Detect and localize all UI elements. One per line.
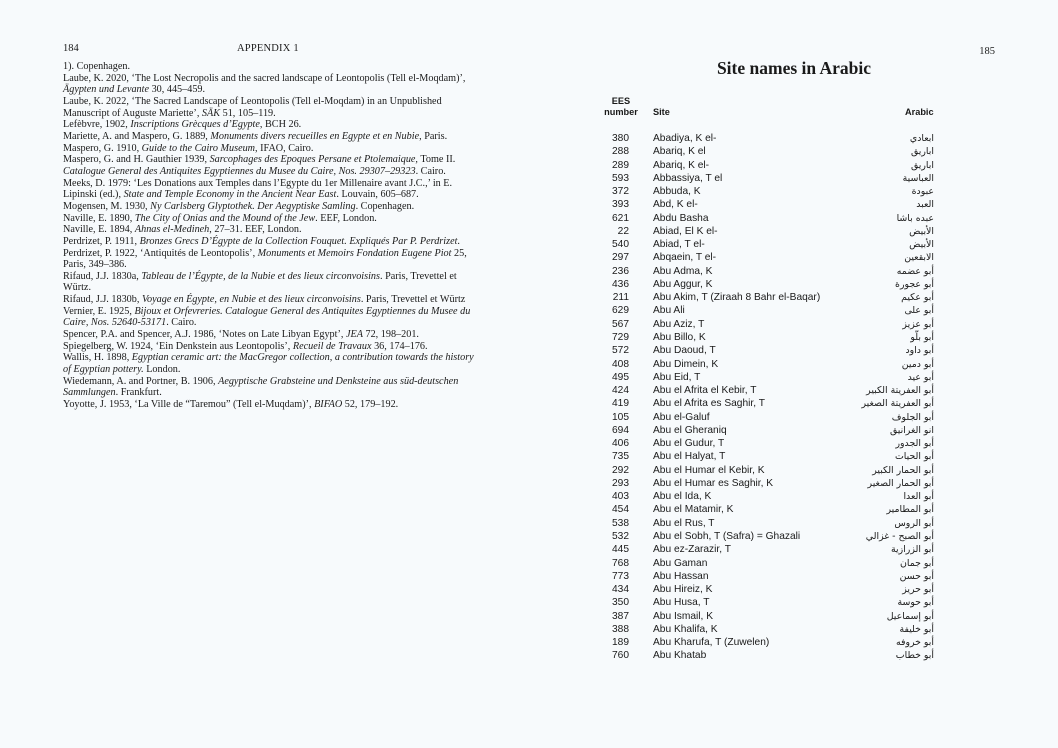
site-name-cell: Abu Daoud, T [653, 345, 716, 357]
site-names-table [529, 132, 1058, 663]
ees-number-cell: 105 [612, 411, 629, 423]
arabic-name-cell: أبو عضمه [896, 265, 934, 277]
entry-title-italic: Monuments divers recueilles en Egypte et en Nubie [210, 130, 420, 142]
arabic-name-cell: أبو الحيات [894, 451, 934, 463]
ees-number-cell: 211 [612, 292, 629, 304]
entry-title-italic: Bronzes Grecs D’Égypte de la Collection Fouquet. Expliqués Par P. Perdrizet [139, 235, 458, 247]
table-row [529, 610, 1058, 623]
site-name-cell: Abu Khatab [653, 650, 707, 662]
arabic-name-cell: أبو حريز [902, 584, 934, 596]
table-row [529, 358, 1058, 371]
site-name-cell: Abu Kharufa, T (Zuwelen) [653, 637, 770, 649]
arabic-name-cell: أبو دمين [901, 358, 934, 370]
table-row [529, 172, 1058, 185]
table-row [529, 503, 1058, 516]
arabic-name-cell: أبو خروفه [895, 637, 934, 649]
bibliography-entry [63, 329, 475, 341]
table-row [529, 225, 1058, 238]
arabic-name-cell: أبو جمان [900, 557, 934, 569]
ees-number-cell: 408 [612, 358, 629, 370]
arabic-name-cell: عبودة [911, 186, 934, 198]
ees-number-cell: 621 [612, 212, 629, 224]
ees-number-cell: 292 [612, 464, 629, 476]
column-header-ees-number [601, 96, 641, 118]
entry-text: . Louvain, 605–687. [336, 189, 419, 201]
entry-text: Mariette, A. and Maspero, G. 1889, [63, 130, 211, 142]
table-row [529, 583, 1058, 596]
bibliography-entry [63, 119, 475, 131]
arabic-name-cell: أبو الجدور [895, 438, 934, 450]
entry-text: Naville, E. 1894, [63, 224, 135, 236]
arabic-name-cell: الابقعين [904, 252, 934, 264]
entry-text: . [457, 235, 460, 247]
site-name-cell: Abu el Humar el Kebir, K [653, 464, 765, 476]
table-row [529, 477, 1058, 490]
entry-text: 1). Copenhagen. [63, 61, 131, 72]
entry-text: . Copenhagen. [355, 200, 415, 212]
ees-number-cell: 773 [612, 570, 629, 582]
entry-title-italic: BIFAO [314, 399, 343, 411]
site-name-cell: Abu el Afrita el Kebir, T [653, 385, 757, 397]
entry-text: . EEF, London. [315, 212, 377, 224]
entry-title-italic: Recueil de Travaux [292, 340, 372, 352]
ees-number-cell: 694 [612, 424, 629, 436]
bibliography-entry [63, 154, 475, 177]
entry-text: Mogensen, M. 1930, [63, 200, 151, 212]
ees-number-cell: 288 [612, 146, 629, 158]
entry-text: Rifaud, J.J. 1830a, [63, 270, 142, 282]
site-name-cell: Abu el Gheraniq [653, 424, 727, 436]
table-row [529, 318, 1058, 331]
entry-text: , IFAO, Cairo. [255, 142, 314, 154]
right-page [529, 0, 1058, 748]
entry-text: Laube, K. 2022, ‘The Sacred Landscape of Leontopolis (Tell el-Moqdam) in an Unpublished Manuscript of Auguste Mariette’, [63, 95, 442, 119]
ees-number-cell: 189 [612, 637, 629, 649]
entry-title-italic: Voyage en Égypte, en Nubie et des lieux circonvoisins [141, 294, 361, 306]
entry-title-italic: Monuments et Memoirs Fondation Eugene Piot [257, 247, 452, 259]
bibliography-entry [63, 248, 475, 271]
ees-number-cell: 567 [612, 318, 629, 330]
bibliography-entry [63, 96, 475, 119]
entry-text: Wiedemann, A. and Portner, B. 1906, [63, 375, 219, 387]
arabic-name-cell: العبد [916, 199, 934, 211]
entry-text: Rifaud, J.J. 1830b, [63, 294, 142, 306]
entry-title-italic: Ny Carlsberg Glyptothek. Der Aegyptiske Samling [150, 200, 356, 212]
table-row [529, 185, 1058, 198]
entry-text: Wallis, H. 1898, [63, 352, 132, 364]
site-name-cell: Abu Husa, T [653, 597, 710, 609]
arabic-name-cell: أبو حسن [899, 570, 934, 582]
table-row [529, 344, 1058, 357]
table-row [529, 596, 1058, 609]
entry-text: Laube, K. 2020, ‘The Lost Necropolis and the sacred landscape of Leontopolis (Tell el-Moqdam)’, [63, 72, 466, 84]
ees-number-cell: 572 [612, 345, 629, 357]
site-name-cell: Abu el Halyat, T [653, 451, 726, 463]
entry-text: Meeks, D. 1979: ‘Les Donations aux Temples dans l’Egypte du 1er Millenaire avant J.C.,’ in E. Lipinski (ed.), [63, 177, 453, 201]
site-name-cell: Abbassiya, T el [653, 172, 723, 184]
arabic-name-cell: العباسية [902, 172, 934, 184]
table-row [529, 291, 1058, 304]
site-name-cell: Abbuda, K [653, 186, 701, 198]
ees-number-cell: 289 [612, 159, 629, 171]
table-row [529, 543, 1058, 556]
entry-title-italic: Sarcophages des Epoques Persane et Ptolemaique, [209, 154, 418, 166]
ees-number-cell: 532 [612, 530, 629, 542]
column-header-site: Site [653, 107, 670, 117]
arabic-name-cell: انو الغرانيق [889, 424, 934, 436]
ees-number-cell: 538 [612, 517, 629, 529]
ees-number-cell: 593 [612, 172, 629, 184]
entry-title-italic: Tableau de l’Égypte, de la Nubie et des lieux circonvoisins [141, 270, 380, 282]
ees-number-cell: 297 [612, 252, 629, 264]
table-row [529, 570, 1058, 583]
arabic-name-cell: أبو العفريتة الكبير [866, 385, 934, 397]
site-name-cell: Abu Eid, T [653, 371, 701, 383]
ees-number-cell: 454 [612, 504, 629, 516]
entry-text: . Paris, Trevettel et Würtz. [63, 270, 457, 294]
ees-number-cell: 406 [612, 438, 629, 450]
site-name-cell: Abu ez-Zarazir, T [653, 544, 731, 556]
site-name-cell: Abu el Sobh, T (Safra) = Ghazali [653, 530, 801, 542]
arabic-name-cell: ابعادي [909, 133, 934, 144]
ees-number-cell: 22 [617, 225, 629, 237]
ees-number-cell: 419 [612, 398, 629, 410]
table-row [529, 424, 1058, 437]
arabic-name-cell: أبو إسماعيل [886, 610, 934, 622]
ees-number-cell: 434 [612, 584, 629, 596]
entry-text: , BCH 26. [259, 119, 302, 131]
bibliography-entry [63, 73, 475, 96]
arabic-name-cell: أبو المطامير [886, 504, 934, 516]
site-name-cell: Abu Aggur, K [653, 278, 713, 290]
table-title: Site names in Arabic [716, 58, 872, 78]
ees-number-cell: 735 [612, 451, 629, 463]
entry-text: . Cairo. [166, 317, 197, 329]
arabic-name-cell: أبو داود [905, 345, 934, 357]
ees-number-cell: 768 [612, 557, 629, 569]
bibliography-entry [63, 306, 475, 329]
arabic-name-cell: الأبيض [909, 239, 934, 251]
table-row [529, 304, 1058, 317]
table-row [529, 530, 1058, 543]
entry-text: Perdrizet, P. 1922, ‘Antiquités de Leontopolis’, [63, 247, 258, 259]
arabic-name-cell: أبو الزرازية [891, 544, 934, 556]
bibliography-entry [63, 131, 475, 143]
site-name-cell: Abu el Gudur, T [653, 438, 725, 450]
bibliography-entry [63, 294, 475, 306]
site-name-cell: Abiad, T el- [653, 239, 705, 251]
table-row [529, 411, 1058, 424]
ees-number-cell: 729 [612, 331, 629, 343]
table-row [529, 331, 1058, 344]
ees-number-cell: 388 [612, 623, 629, 635]
table-row [529, 517, 1058, 530]
entry-text: Spencer, P.A. and Spencer, A.J. 1986, ‘Notes on Late Libyan Egypt’, [63, 329, 346, 341]
bibliography-entry [63, 341, 475, 353]
entry-text: 52, 179–192. [342, 399, 399, 411]
entry-text: , 27–31. EEF, London. [209, 224, 302, 236]
entry-title-italic: Ägypten und Levante [63, 84, 150, 96]
bibliography-entry [63, 201, 475, 213]
table-row [529, 649, 1058, 662]
entry-text: Tome II. [417, 154, 456, 166]
site-name-cell: Abu Aziz, T [653, 318, 705, 330]
ees-number-cell: 629 [612, 305, 629, 317]
ees-number-cell: 236 [612, 265, 629, 277]
table-row [529, 198, 1058, 211]
table-row [529, 212, 1058, 225]
entry-title-italic: The City of Onias and the Mound of the Jew [134, 212, 316, 224]
entry-title-italic: Ahnas el-Medineh [134, 224, 210, 236]
bibliography-entry [63, 224, 475, 236]
entry-title-italic: SÄK [201, 107, 221, 119]
site-name-cell: Abu el Afrita es Saghir, T [653, 398, 765, 410]
site-name-cell: Abariq, K el [653, 146, 706, 158]
arabic-name-cell: أبو العدا [903, 491, 934, 503]
table-row [529, 265, 1058, 278]
entry-text: . Paris, Trevettel et Würtz [360, 294, 466, 306]
entry-text: . Frankfurt. [115, 387, 162, 399]
arabic-name-cell: أبو خليفة [899, 623, 934, 635]
ees-number-cell: 495 [612, 371, 629, 383]
arabic-name-cell: أبو عكيم [901, 292, 934, 304]
site-name-cell: Abu Khalifa, K [653, 623, 718, 635]
entry-title-italic: Egyptian ceramic art: the MacGregor collection, a contribution towards the history of Egyptian pottery. [63, 352, 474, 376]
table-row [529, 623, 1058, 636]
ees-number-cell: 372 [612, 186, 629, 198]
bibliography-entry [63, 236, 475, 248]
site-name-cell: Abadiya, K el- [653, 133, 717, 144]
ees-number-cell: 445 [612, 544, 629, 556]
page-number-right: 185 [979, 46, 995, 57]
site-name-cell: Abqaein, T el- [653, 252, 717, 264]
entry-text: Vernier, E. 1925, [63, 305, 135, 317]
ees-number-cell: 760 [612, 650, 629, 662]
arabic-name-cell: اباريق [910, 159, 934, 171]
table-row [529, 384, 1058, 397]
site-name-cell: Abariq, K el- [653, 159, 710, 171]
ees-number-cell: 350 [612, 597, 629, 609]
bibliography-entry [63, 61, 475, 73]
entry-text: 72, 198–201. [362, 329, 419, 341]
page-number-left: 184 [63, 43, 79, 54]
arabic-name-cell: أبو على [904, 305, 934, 317]
table-row [529, 159, 1058, 172]
arabic-name-cell: أبو الحمار الكبير [872, 464, 934, 476]
site-name-cell: Abu el Rus, T [653, 517, 715, 529]
table-row [529, 397, 1058, 410]
site-name-cell: Abu Ismail, K [653, 610, 714, 622]
bibliography-entry [63, 271, 475, 294]
site-name-cell: Abu Ali [653, 305, 685, 317]
entry-title-italic: Inscriptions Grècques d’Egypte [130, 119, 260, 131]
ees-number-cell: 424 [612, 385, 629, 397]
arabic-name-cell: أبو عيد [907, 371, 934, 383]
table-row [529, 437, 1058, 450]
arabic-name-cell: أبو الحمار الصغير [867, 477, 934, 489]
arabic-name-cell: أبو عجورة [895, 278, 934, 290]
table-row [529, 450, 1058, 463]
site-name-cell: Abu el Ida, K [653, 491, 712, 503]
ees-number-cell: 403 [612, 491, 629, 503]
entry-title-italic: JEA [345, 329, 363, 341]
entry-title-italic: Bijoux et Orfevreries. Catalogue General des Antiquites Egyptiennes du Musee du Caire, Nos. 52640-53171 [63, 305, 471, 329]
column-header-ees-line2: number [604, 107, 638, 117]
bibliography-entry [63, 213, 475, 225]
bibliography-list [63, 61, 475, 411]
site-name-cell: Abu Adma, K [653, 265, 713, 277]
entry-text: . Cairo. [415, 165, 446, 177]
ees-number-cell: 436 [612, 278, 629, 290]
site-name-cell: Abu el Matamir, K [653, 504, 734, 516]
site-name-cell: Abu Dimein, K [653, 358, 719, 370]
running-head: APPENDIX 1 [237, 43, 299, 54]
entry-text: Maspero, G. 1910, [63, 142, 142, 154]
ees-number-cell: 393 [612, 199, 629, 211]
entry-text: Maspero, G. and H. Gauthier 1939, [63, 154, 210, 166]
entry-title-italic: Guide to the Cairo Museum [141, 142, 256, 154]
site-name-cell: Abu el Humar es Saghir, K [653, 477, 774, 489]
ees-number-cell: 387 [612, 610, 629, 622]
table-row [529, 251, 1058, 264]
site-name-cell: Abiad, El K el- [653, 225, 718, 237]
arabic-name-cell: اباريق [910, 146, 934, 158]
table-row [529, 145, 1058, 158]
entry-text: Spiegelberg, W. 1924, ‘Ein Denkstein aus Leontopolis’, [63, 340, 293, 352]
entry-title-italic: State and Temple Economy in the Ancient Near East [123, 189, 337, 201]
ees-number-cell: 293 [612, 477, 629, 489]
entry-text: London. [143, 364, 181, 376]
ees-number-cell: 380 [612, 133, 629, 144]
entry-text: Lefèbvre, 1902, [63, 119, 131, 131]
entry-text: 30, 445–459. [149, 84, 206, 96]
site-name-cell: Abu Billo, K [653, 331, 706, 343]
bibliography-entry [63, 399, 475, 411]
table-row [529, 278, 1058, 291]
bibliography-entry [63, 143, 475, 155]
site-name-cell: Abd, K el- [653, 199, 698, 211]
site-name-cell: Abu Gaman [653, 557, 708, 569]
entry-text: Naville, E. 1890, [63, 212, 135, 224]
arabic-name-cell: أبو حوسة [897, 597, 934, 609]
arabic-name-cell: أبو الصبح - غزالي [865, 530, 934, 542]
column-header-arabic: Arabic [905, 107, 934, 117]
table-row [529, 464, 1058, 477]
arabic-name-cell: أبو خطاب [895, 650, 934, 662]
column-header-ees-line1: EES [611, 96, 631, 106]
site-name-cell: Abu Akim, T (Ziraah 8 Bahr el-Baqar) [653, 292, 821, 304]
table-row [529, 636, 1058, 649]
arabic-name-cell: أبو عزيز [902, 318, 934, 330]
entry-title-italic: Aegyptische Grabsteine und Denksteine aus süd-deutschen Sammlungen [63, 375, 459, 399]
entry-text: 51, 105–119. [220, 107, 276, 119]
bibliography-entry [63, 376, 475, 399]
arabic-name-cell: أبو العفريتة الصغير [861, 398, 934, 410]
table-row [529, 238, 1058, 251]
entry-text: 25, Paris, 349–386. [63, 247, 467, 271]
site-name-cell: Abu el-Galuf [653, 411, 710, 423]
bibliography-entry [63, 352, 475, 375]
table-row [529, 132, 1058, 145]
arabic-name-cell: أبو الجلوف [891, 411, 934, 423]
site-name-cell: Abdu Basha [653, 212, 709, 224]
site-name-cell: Abu Hassan [653, 570, 709, 582]
arabic-name-cell: عبده باشا [896, 212, 934, 224]
entry-text: 36, 174–176. [371, 340, 428, 352]
entry-text: Perdrizet, P. 1911, [63, 235, 140, 247]
arabic-name-cell: الأبيض [909, 225, 934, 237]
ees-number-cell: 540 [612, 239, 629, 251]
site-name-cell: Abu Hireiz, K [653, 584, 713, 596]
table-row [529, 371, 1058, 384]
entry-text: , Paris. [419, 130, 448, 142]
entry-title-italic: Catalogue General des Antiquites Egyptiennes du Musee du Caire, Nos. 29307–29323 [63, 165, 416, 177]
arabic-name-cell: أبو الروس [894, 517, 934, 529]
bibliography-entry [63, 178, 475, 201]
table-row [529, 557, 1058, 570]
table-row [529, 490, 1058, 503]
entry-text: Yoyotte, J. 1953, ‘La Ville de “Taremou” (Tell el-Muqdam)’, [63, 399, 315, 411]
arabic-name-cell: أبو بلّو [910, 331, 934, 343]
